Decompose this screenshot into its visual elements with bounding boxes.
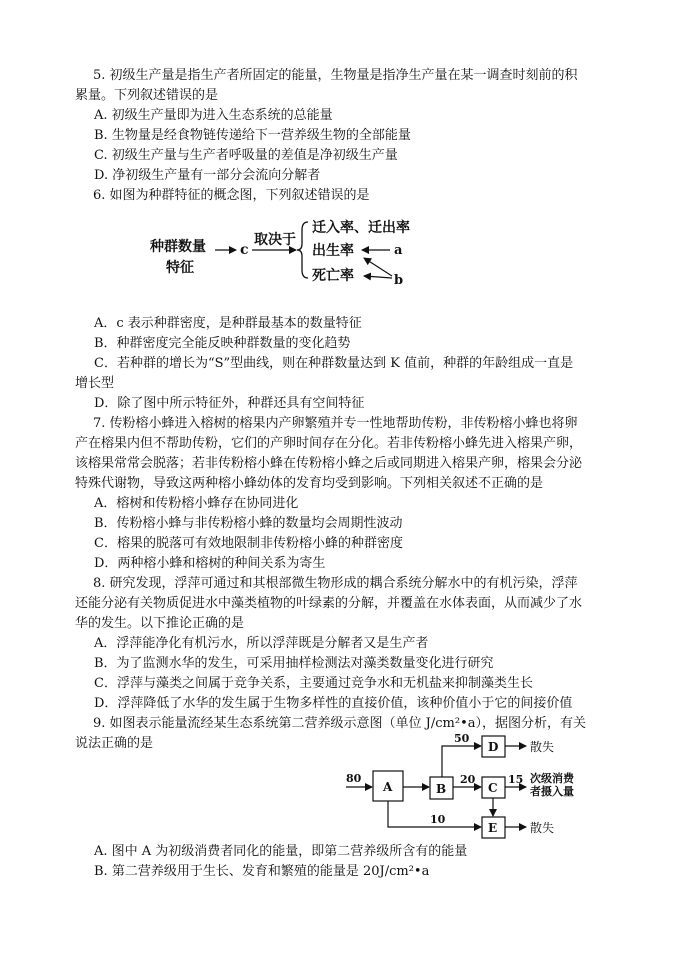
q8-option-c: C．浮萍与藻类之间属于竞争关系，主要通过竞争水和无机盐来抑制藻类生长	[94, 676, 533, 691]
diagram-b-label: b	[394, 273, 404, 288]
value-b-to-d: 50	[454, 732, 470, 745]
q8-stem-line-1: 8. 研究发现，浮萍可通过和其根部微生物形成的耦合系统分解水中的有机污染，浮萍	[93, 576, 578, 591]
c-out-label-2: 者摄入量	[530, 785, 574, 798]
energy-flow-diagram	[338, 730, 638, 844]
q8-stem-line-3: 华的发生。以下推论正确的是	[75, 616, 245, 631]
box-d-label: D	[488, 740, 499, 754]
diagram-item-3: 死亡率	[312, 268, 354, 284]
q7-option-d: D．两种榕小蜂和榕树的种间关系为寄生	[94, 556, 326, 571]
box-b-label: B	[436, 782, 447, 796]
q7-stem-line-4: 特殊代谢物，导致这两种榕小蜂幼体的发育均受到影响。下列相关叙述不正确的是	[75, 476, 544, 491]
q7-stem-line-3: 该榕果常常会脱落；若非传粉榕小蜂在传粉榕小蜂之后或同期进入榕果产卵，榕果会分泌	[75, 456, 583, 471]
e-out-label: 散失	[530, 821, 555, 835]
q5-stem-line-1: 5. 初级生产量是指生产者所固定的能量，生物量是指净生产量在某一调查时刻前的积	[93, 68, 578, 83]
input-value: 80	[346, 772, 362, 785]
diagram-a-label: a	[394, 243, 403, 258]
q7-option-a: A．榕树和传粉榕小蜂存在协同进化	[94, 496, 299, 511]
q9-option-a: A. 图中 A 为初级消费者同化的能量，即第二营养级所含有的能量	[94, 844, 468, 859]
q6-option-c-cont: 增长型	[75, 376, 115, 391]
q5-option-c: C. 初级生产量与生产者呼吸量的差值是净初级生产量	[94, 148, 398, 163]
diagram-item-2: 出生率	[312, 243, 354, 259]
q8-option-a: A．浮萍能净化有机污水，所以浮萍既是分解者又是生产者	[94, 636, 429, 651]
population-concept-diagram	[140, 208, 430, 298]
box-a-label: A	[383, 780, 393, 794]
diagram-c-label: c	[240, 242, 249, 258]
arrow-b-to-death	[364, 276, 392, 278]
diagram-item-1: 迁入率、迁出率	[312, 220, 410, 236]
q7-option-b: B．传粉榕小蜂与非传粉榕小蜂的数量均会周期性波动	[94, 516, 403, 531]
d-out-label: 散失	[530, 740, 555, 754]
q8-option-d: D．浮萍降低了水华的发生属于生物多样性的直接价值，该种价值小于它的间接价值	[94, 696, 573, 711]
q9-stem-line-1: 9. 如图表示能量流经某生态系统第二营养级示意图（单位 J/cm²•a），据图分析，有关	[93, 716, 586, 731]
q5-option-b: B. 生物量是经食物链传递给下一营养级生物的全部能量	[94, 128, 411, 143]
value-b-to-c: 20	[460, 773, 476, 786]
arrow-b-to-birth	[364, 258, 392, 276]
q5-option-d: D. 净初级生产量有一部分会流向分解者	[94, 168, 321, 183]
q9-option-b: B. 第二营养级用于生长、发育和繁殖的能量是 20J/cm²•a	[94, 864, 430, 879]
q8-stem-line-2: 还能分泌有关物质促进水中藻类植物的叶绿素的分解，并覆盖在水体表面，从而减少了水	[75, 596, 583, 611]
value-c-out: 15	[508, 773, 524, 786]
q9-stem-line-2: 说法正确的是	[75, 736, 154, 751]
q7-option-c: C．榕果的脱落可有效地限制非传粉榕小蜂的种群密度	[94, 536, 403, 551]
diagram-left-label-2: 特征	[166, 260, 194, 276]
diagram-arrow-label: 取决于	[254, 232, 296, 248]
q6-option-b: B．种群密度完全能反映种群数量的变化趋势	[94, 336, 351, 351]
q6-option-d: D．除了图中所示特征外，种群还具有空间特征	[94, 396, 365, 411]
value-a-to-e: 10	[430, 813, 446, 826]
q6-option-c: C．若种群的增长为“S”型曲线，则在种群数量达到 K 值前，种群的年龄组成一直是	[94, 356, 574, 371]
q5-option-a: A. 初级生产量即为进入生态系统的总能量	[94, 108, 333, 123]
q7-stem-line-2: 产在榕果内但不帮助传粉，它们的产卵时间存在分化。若非传粉榕小蜂先进入榕果产卵，	[75, 436, 583, 451]
q8-option-b: B．为了监测水华的发生，可采用抽样检测法对藻类数量变化进行研究	[94, 656, 494, 671]
q6-option-a: A．c 表示种群密度，是种群最基本的数量特征	[94, 316, 362, 331]
c-out-label-1: 次级消费	[530, 772, 574, 785]
q5-stem-line-2: 累量。下列叙述错误的是	[75, 88, 219, 103]
diagram-left-label-1: 种群数量	[150, 239, 206, 255]
box-c-label: C	[488, 781, 498, 795]
q7-stem-line-1: 7. 传粉榕小蜂进入榕树的榕果内产卵繁殖并专一性地帮助传粉，非传粉榕小蜂也将卵	[93, 416, 578, 431]
box-e-label: E	[488, 821, 498, 835]
q6-stem: 6. 如图为种群特征的概念图，下列叙述错误的是	[93, 188, 370, 203]
curly-brace	[297, 222, 308, 278]
